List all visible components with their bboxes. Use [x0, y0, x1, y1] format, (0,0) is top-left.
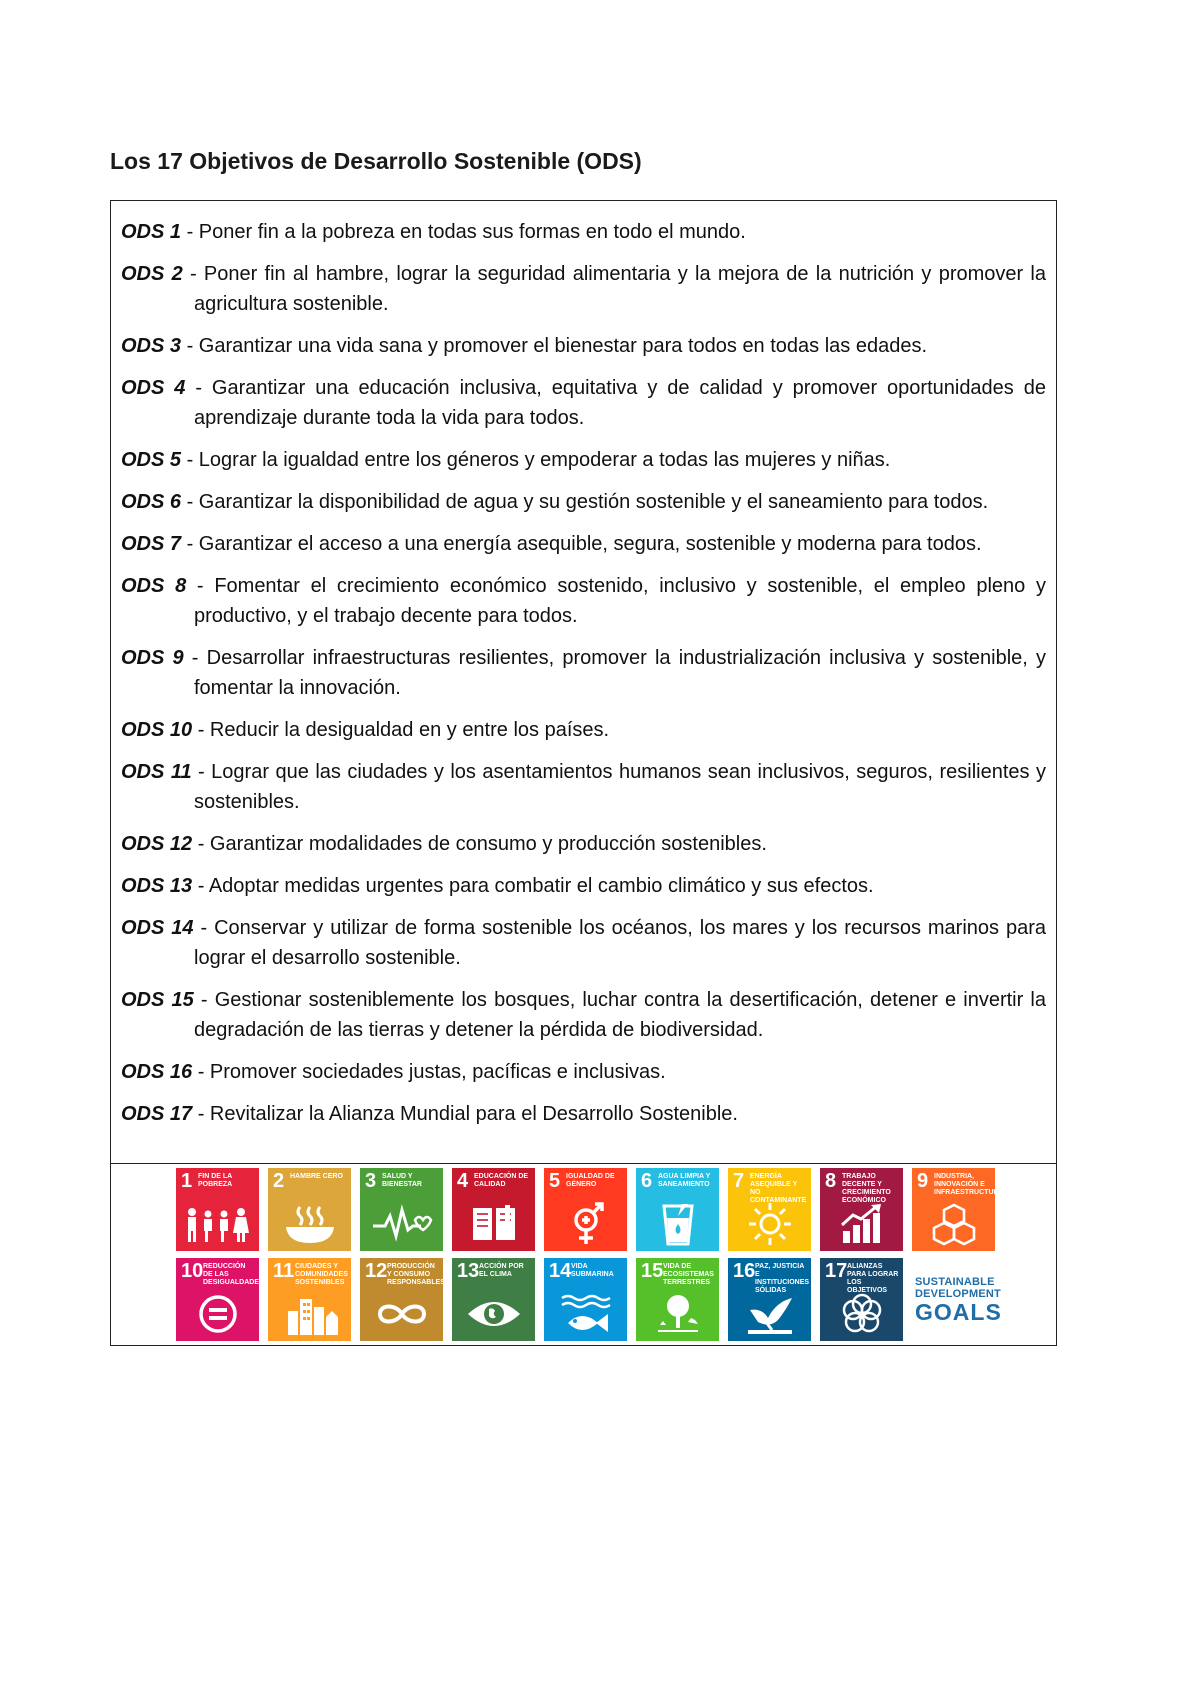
sdg-tile-11 — [268, 1258, 351, 1341]
sdg-tile-label: TRABAJO DECENTE Y CRECIMIENTO ECONÓMICO — [842, 1173, 891, 1204]
goal-item — [121, 571, 1046, 631]
sdg-tile-9 — [912, 1168, 1004, 1251]
sdg-tile-17 — [820, 1258, 903, 1341]
sdg-logo — [912, 1258, 1002, 1341]
sdg-tile-label: ENERGÍA ASEQUIBLE Y NO CONTAMINANTE — [750, 1173, 807, 1204]
bowl-icon — [268, 1201, 351, 1247]
goal-item — [121, 529, 1046, 559]
sdg-tile-number: 16 — [733, 1260, 756, 1282]
goal-text: - Garantizar una educación inclusiva, equitativa y de calidad y promover oportunidades de aprendizaje durante toda la vida para todos. — [185, 377, 1046, 429]
sdg-tile-label: ALIANZAS PARA LOGRAR LOS OBJETIVOS — [847, 1263, 899, 1294]
goal-code: ODS 9 — [121, 647, 184, 669]
goal-text: - Conservar y utilizar de forma sostenible los océanos, los mares y los recursos marinos para lograr el desarrollo sostenible. — [193, 917, 1046, 969]
sdg-tile-number: 4 — [457, 1170, 469, 1192]
sdg-logo-line3: GOALS — [915, 1298, 1002, 1325]
sdg-tile-5 — [544, 1168, 627, 1251]
goal-code: ODS 5 — [121, 449, 182, 471]
sdg-tile-4 — [452, 1168, 535, 1251]
sdg-tile-label: FIN DE LA POBREZA — [198, 1173, 233, 1188]
goal-text: - Poner fin a la pobreza en todas sus formas en todo el mundo. — [181, 221, 746, 243]
goal-item — [121, 757, 1046, 817]
goal-code: ODS 6 — [121, 491, 182, 513]
goal-text: - Fomentar el crecimiento económico sostenido, inclusivo y sostenible, el empleo pleno y productivo, y el trabajo decente para todos. — [186, 575, 1047, 627]
goal-code: ODS 10 — [121, 719, 193, 741]
goal-item — [121, 829, 1046, 859]
sdg-tile-number: 10 — [181, 1260, 204, 1282]
goal-code: ODS 12 — [121, 833, 193, 855]
sdg-tile-label: INDUSTRIA, INNOVACIÓN E INFRAESTRUCTURA — [934, 1173, 1004, 1196]
tree-icon — [636, 1291, 719, 1337]
sdg-tile-number: 3 — [365, 1170, 377, 1192]
goal-text: - Poner fin al hambre, lograr la seguridad alimentaria y la mejora de la nutrición y promover la agricultura sostenible. — [182, 263, 1046, 315]
goal-item — [121, 373, 1046, 433]
sdg-tile-12 — [360, 1258, 443, 1341]
sdg-tile-number: 11 — [273, 1260, 295, 1282]
goal-item — [121, 259, 1046, 319]
equal-icon — [176, 1291, 259, 1337]
sdg-tile-label: ACCIÓN POR EL CLIMA — [479, 1263, 524, 1278]
sdg-logo-line2: DEVELOPMENT — [915, 1287, 1001, 1300]
water-glass-icon — [636, 1201, 719, 1247]
goal-item — [121, 643, 1046, 703]
sdg-tile-label: REDUCCIÓN DE LAS DESIGUALDADES — [203, 1263, 264, 1286]
goal-code: ODS 16 — [121, 1061, 193, 1083]
goal-text: - Garantizar modalidades de consumo y producción sostenibles. — [192, 833, 767, 855]
goal-code: ODS 17 — [121, 1103, 193, 1125]
sdg-tile-number: 14 — [549, 1260, 572, 1282]
cubes-icon — [912, 1201, 995, 1247]
goal-item — [121, 331, 1046, 361]
sdg-tile-number: 2 — [273, 1170, 285, 1192]
goal-text: - Lograr la igualdad entre los géneros y empoderar a todas las mujeres y niñas. — [181, 449, 891, 471]
goal-text: - Garantizar la disponibilidad de agua y su gestión sostenible y el saneamiento para todos. — [181, 491, 989, 513]
sdg-tile-2 — [268, 1168, 351, 1251]
goal-item — [121, 487, 1046, 517]
book-icon — [452, 1201, 535, 1247]
goal-text: - Garantizar una vida sana y promover el bienestar para todos en todas las edades. — [181, 335, 928, 357]
goal-code: ODS 4 — [121, 377, 186, 399]
goal-item — [121, 217, 1046, 247]
goal-code: ODS 14 — [121, 917, 194, 939]
sdg-tile-13 — [452, 1258, 535, 1341]
sdg-tile-number: 1 — [181, 1170, 193, 1192]
family-icon — [176, 1201, 259, 1247]
sdg-tile-number: 8 — [825, 1170, 837, 1192]
sdg-tile-16 — [728, 1258, 811, 1341]
fish-icon — [544, 1291, 627, 1337]
sdg-tile-label: PRODUCCIÓN Y CONSUMO RESPONSABLES — [387, 1263, 445, 1286]
sdg-tile-number: 7 — [733, 1170, 745, 1192]
dove-icon — [728, 1291, 811, 1337]
goal-item — [121, 985, 1046, 1045]
city-icon — [268, 1291, 351, 1337]
sdg-tile-label: VIDA SUBMARINA — [571, 1263, 614, 1278]
goal-text: - Promover sociedades justas, pacíficas e inclusivas. — [192, 1061, 666, 1083]
sdg-icons-grid — [176, 1168, 1004, 1343]
sdg-tile-label: HAMBRE CERO — [290, 1173, 343, 1180]
goals-table — [110, 200, 1057, 1346]
flower-icon — [820, 1291, 903, 1337]
goal-code: ODS 7 — [121, 533, 182, 555]
sdg-tile-3 — [360, 1168, 443, 1251]
growth-chart-icon — [820, 1201, 903, 1247]
goal-item — [121, 1099, 1046, 1129]
sdg-tile-label: VIDA DE ECOSISTEMAS TERRESTRES — [663, 1263, 714, 1286]
sdg-tile-number: 12 — [365, 1260, 388, 1282]
sdg-tile-number: 13 — [457, 1260, 480, 1282]
sdg-tile-number: 17 — [825, 1260, 848, 1282]
sdg-tile-14 — [544, 1258, 627, 1341]
sdg-tile-number: 5 — [549, 1170, 561, 1192]
goal-item — [121, 913, 1046, 973]
goal-text: - Adoptar medidas urgentes para combatir el cambio climático y sus efectos. — [192, 875, 874, 897]
goal-text: - Desarrollar infraestructuras resilientes, promover la industrialización inclusiva y sostenible, y fomentar la innovación. — [183, 647, 1046, 699]
goal-text: - Reducir la desigualdad en y entre los países. — [192, 719, 610, 741]
goal-code: ODS 8 — [121, 575, 187, 597]
goal-code: ODS 11 — [121, 761, 192, 783]
sdg-tile-number: 15 — [641, 1260, 664, 1282]
sdg-tile-number: 9 — [917, 1170, 929, 1192]
goal-code: ODS 15 — [121, 989, 194, 1011]
goal-code: ODS 3 — [121, 335, 182, 357]
goals-list — [111, 201, 1056, 1164]
goal-text: - Lograr que las ciudades y los asentamientos humanos sean inclusivos, seguros, resilientes y sostenibles. — [191, 761, 1046, 813]
sdg-tile-8 — [820, 1168, 903, 1251]
heartbeat-icon — [360, 1201, 443, 1247]
goal-item — [121, 871, 1046, 901]
sdg-tile-10 — [176, 1258, 264, 1341]
sdg-tile-label: PAZ, JUSTICIA E INSTITUCIONES SÓLIDAS — [755, 1263, 810, 1294]
goal-item — [121, 445, 1046, 475]
goal-code: ODS 2 — [121, 263, 183, 285]
infinity-icon — [360, 1291, 443, 1337]
goal-code: ODS 13 — [121, 875, 193, 897]
sdg-tile-number: 6 — [641, 1170, 653, 1192]
goal-text: - Revitalizar la Alianza Mundial para el Desarrollo Sostenible. — [192, 1103, 738, 1125]
goal-item — [121, 1057, 1046, 1087]
sdg-logo-line1: SUSTAINABLE — [915, 1275, 995, 1288]
eye-earth-icon — [452, 1291, 535, 1337]
goal-item — [121, 715, 1046, 745]
gender-icon — [544, 1201, 627, 1247]
sdg-tile-label: EDUCACIÓN DE CALIDAD — [474, 1173, 529, 1188]
sdg-tile-1 — [176, 1168, 259, 1251]
goal-text: - Gestionar sosteniblemente los bosques, luchar contra la desertificación, detener e invertir la degradación de las tierras y detener la pérdida de biodiversidad. — [193, 989, 1046, 1041]
sdg-tile-6 — [636, 1168, 719, 1251]
sdg-tile-label: CIUDADES Y COMUNIDADES SOSTENIBLES — [295, 1263, 348, 1286]
goal-code: ODS 1 — [121, 221, 182, 243]
sun-icon — [728, 1201, 811, 1247]
sdg-tile-label: AGUA LIMPIA Y SANEAMIENTO — [658, 1173, 711, 1188]
goal-text: - Garantizar el acceso a una energía asequible, segura, sostenible y moderna para todos. — [181, 533, 982, 555]
sdg-tile-7 — [728, 1168, 811, 1251]
sdg-tile-15 — [636, 1258, 719, 1341]
page-title: Los 17 Objetivos de Desarrollo Sostenible (ODS) — [110, 148, 642, 174]
sdg-tile-label: IGUALDAD DE GÉNERO — [566, 1173, 615, 1188]
sdg-tile-label: SALUD Y BIENESTAR — [382, 1173, 422, 1188]
